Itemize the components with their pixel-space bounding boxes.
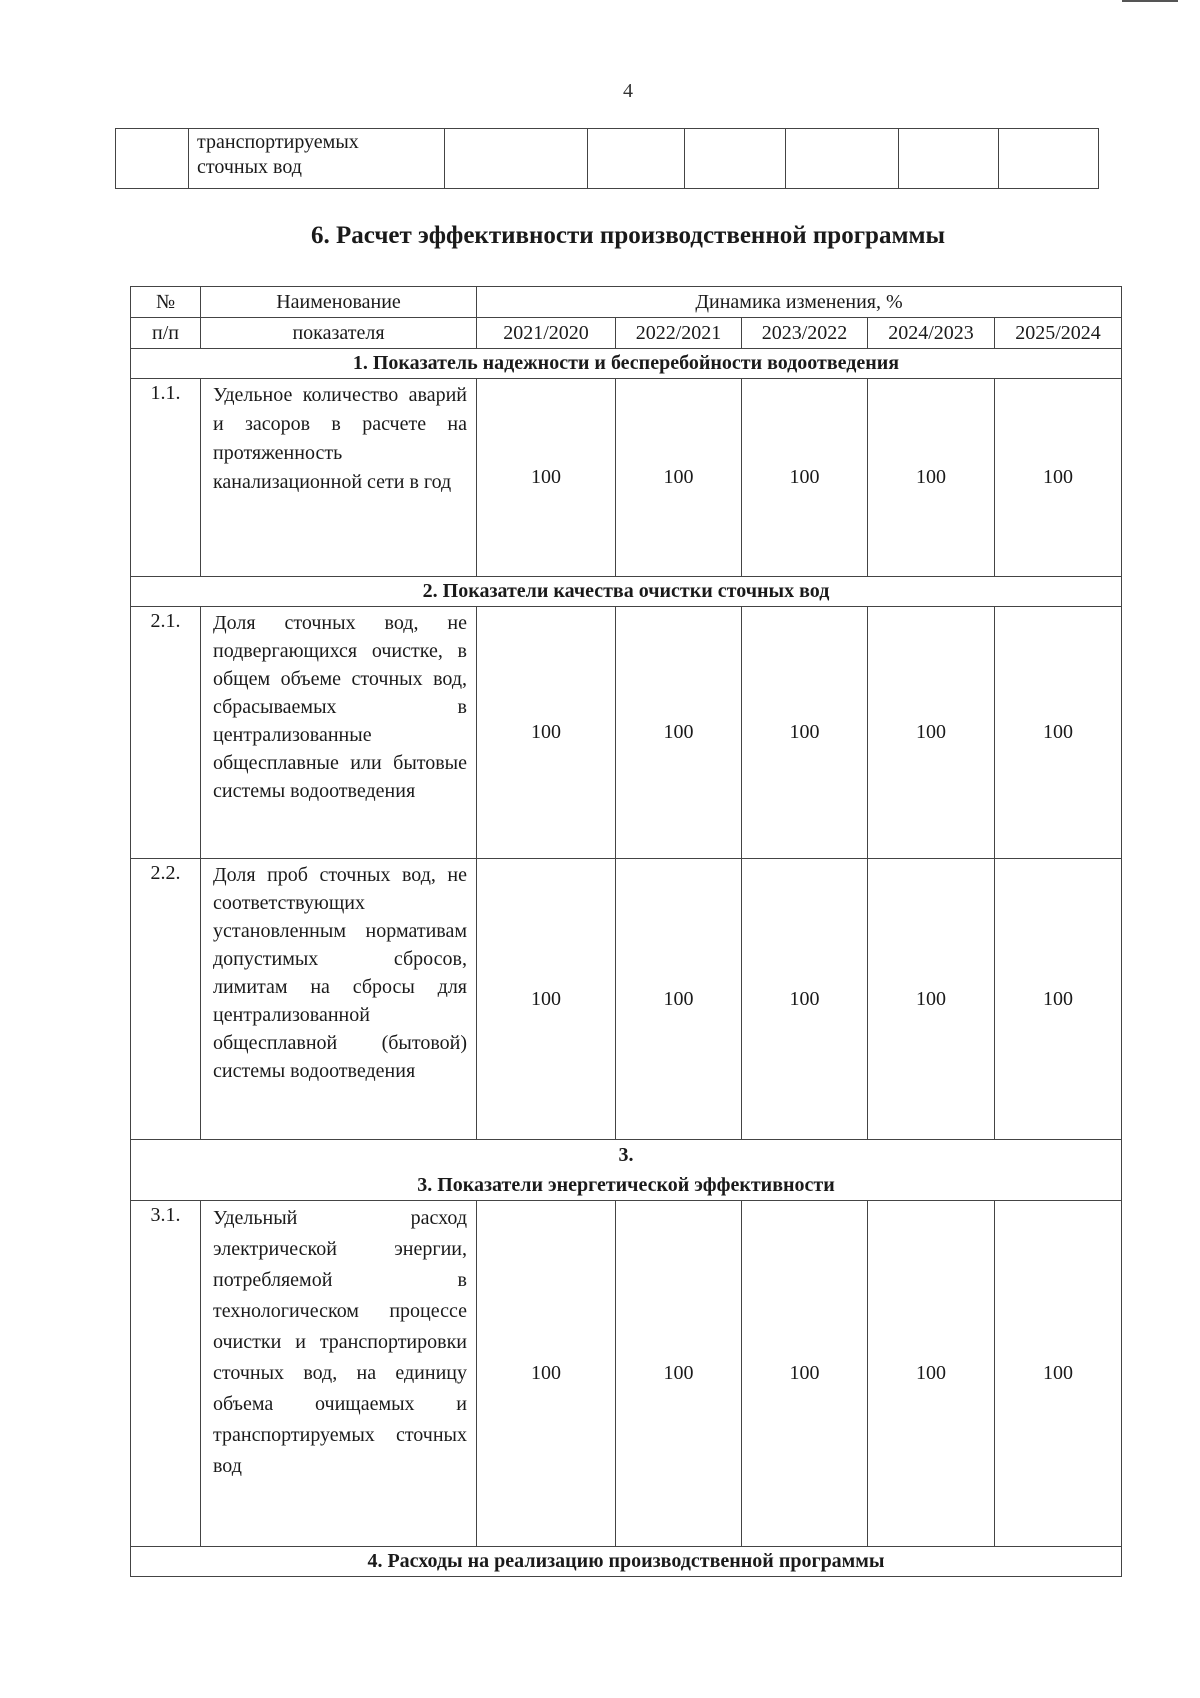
continuation-name-line: транспортируемых xyxy=(197,131,359,153)
header-number-sublabel: п/п xyxy=(131,318,201,349)
row-value: 100 xyxy=(616,859,742,1140)
table-row xyxy=(131,607,1122,859)
group-heading-row xyxy=(131,577,1122,607)
group-heading: 2. Показатели качества очистки сточных вод xyxy=(131,577,1122,607)
continuation-empty-cell xyxy=(588,129,685,189)
group-heading xyxy=(131,1140,1122,1201)
row-number: 2.2. xyxy=(131,859,201,1140)
continuation-empty-cell xyxy=(999,129,1099,189)
header-dynamics-label: Динамика изменения, % xyxy=(477,287,1122,318)
row-value: 100 xyxy=(477,379,616,577)
row-value: 100 xyxy=(995,1201,1122,1547)
row-name: Удельное количество аварий и засоров в расчете на протяженность канализационной сети в год xyxy=(201,379,477,577)
group-heading: 4. Расходы на реализацию производственной программы xyxy=(131,1547,1122,1577)
row-value: 100 xyxy=(868,859,995,1140)
row-value: 100 xyxy=(477,1201,616,1547)
group-heading-row xyxy=(131,1140,1122,1201)
header-number-label: № xyxy=(131,287,201,318)
header-period: 2025/2024 xyxy=(995,318,1122,349)
row-number: 3.1. xyxy=(131,1201,201,1547)
header-period: 2024/2023 xyxy=(868,318,995,349)
scan-edge-mark xyxy=(1122,0,1178,2)
row-value: 100 xyxy=(616,1201,742,1547)
page-number: 4 xyxy=(623,80,633,102)
row-name: Доля проб сточных вод, не соответствующих установленным нормативам допустимых сбросов, лимитам на сбросы для централизованной общесплавной (бытовой) системы водоотведения xyxy=(201,859,477,1140)
header-row-1 xyxy=(131,287,1122,318)
continuation-empty-cell xyxy=(685,129,786,189)
group-heading-line: 3. Показатели энергетической эффективности xyxy=(417,1174,835,1196)
row-value: 100 xyxy=(995,607,1122,859)
continuation-row xyxy=(116,129,1099,189)
table-row xyxy=(131,1201,1122,1547)
group-heading-row xyxy=(131,1547,1122,1577)
group-heading-line: 3. xyxy=(618,1144,634,1166)
table-row xyxy=(131,379,1122,577)
row-value: 100 xyxy=(616,607,742,859)
row-value: 100 xyxy=(868,1201,995,1547)
continuation-table xyxy=(115,128,1099,189)
continuation-empty-cell xyxy=(899,129,999,189)
row-value: 100 xyxy=(742,859,868,1140)
header-period: 2021/2020 xyxy=(477,318,616,349)
header-name-sublabel: показателя xyxy=(201,318,477,349)
header-name-label: Наименование xyxy=(201,287,477,318)
row-value: 100 xyxy=(742,1201,868,1547)
row-value: 100 xyxy=(742,607,868,859)
row-value: 100 xyxy=(742,379,868,577)
table-row xyxy=(131,859,1122,1140)
row-value: 100 xyxy=(477,607,616,859)
group-heading-row xyxy=(131,349,1122,379)
header-row-2 xyxy=(131,318,1122,349)
row-value: 100 xyxy=(995,859,1122,1140)
row-value: 100 xyxy=(868,607,995,859)
continuation-name-cell xyxy=(189,129,445,189)
continuation-name-line: сточных вод xyxy=(197,156,302,178)
row-value: 100 xyxy=(477,859,616,1140)
header-period: 2022/2021 xyxy=(616,318,742,349)
row-value: 100 xyxy=(616,379,742,577)
row-value: 100 xyxy=(868,379,995,577)
continuation-number-cell xyxy=(116,129,189,189)
header-period: 2023/2022 xyxy=(742,318,868,349)
row-name: Доля сточных вод, не подвергающихся очистке, в общем объеме сточных вод, сбрасываемых в централизованные общесплавные или бытовые системы водоотведения xyxy=(201,607,477,859)
continuation-empty-cell xyxy=(445,129,588,189)
efficiency-table xyxy=(130,286,1122,1577)
row-value: 100 xyxy=(995,379,1122,577)
continuation-empty-cell xyxy=(786,129,899,189)
group-heading: 1. Показатель надежности и бесперебойности водоотведения xyxy=(131,349,1122,379)
section-title: 6. Расчет эффективности производственной программы xyxy=(310,222,946,249)
row-number: 2.1. xyxy=(131,607,201,859)
row-name: Удельный расход электрической энергии, потребляемой в технологическом процессе очистки и транспортировки сточных вод, на единицу объема очищаемых и транспортируемых сточных вод xyxy=(201,1201,477,1547)
row-number: 1.1. xyxy=(131,379,201,577)
